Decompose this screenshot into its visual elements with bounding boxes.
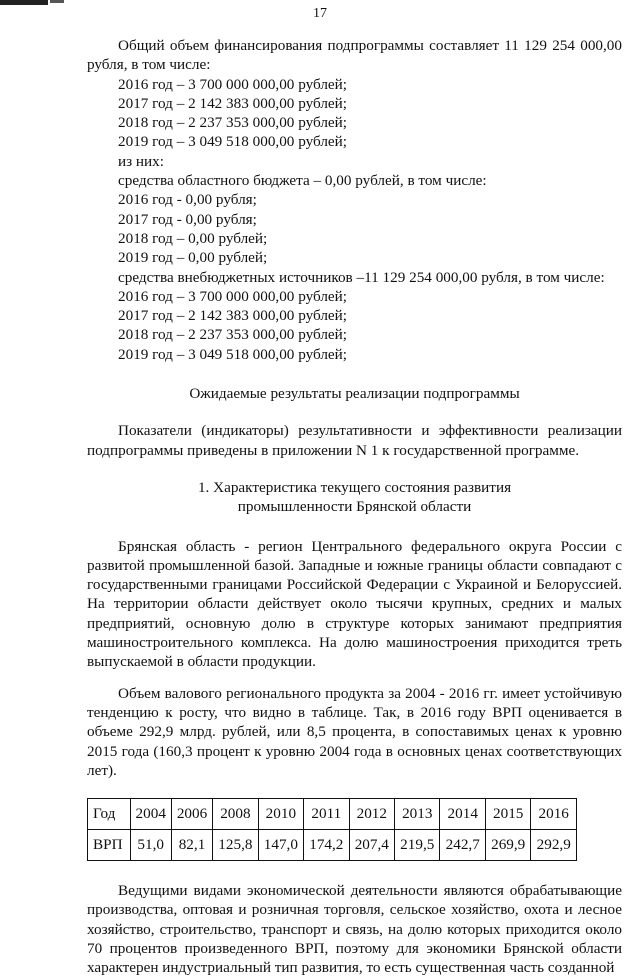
extrabudgetary-line: средства внебюджетных источников –11 129 254 000,00 рубля, в том числе: [118,268,605,286]
financing-years-total [87,75,622,364]
table-value-cell: 269,9 [485,830,530,861]
expected-results-heading: Ожидаемые результаты реализации подпрограммы [189,385,520,403]
table-row-label: ВРП [88,830,131,861]
year-line: 2016 год - 0,00 рубля; [118,191,257,209]
table-year-cell: 2006 [171,799,212,830]
table-year-cell: 2011 [304,799,349,830]
table-year-cell: 2004 [130,799,171,830]
of-them-label: из них: [118,152,164,170]
year-line: 2018 год – 2 237 353 000,00 рублей; [118,326,348,344]
grp-table [87,798,577,861]
section-paragraph-2: Объем валового регионального продукта за 2004 - 2016 гг. имеет устойчивую тенденцию к росту, что видно в таблице. Так, в 2016 году ВРП оценивается в объеме 292,9 млрд. рублей, или 8,5 процента, в сопоставимых ценах к уровню 2015 года (160,3 процент к уровню 2004 года в основных ценах соответствующих лет). [87,684,622,779]
table-value-cell: 125,8 [213,830,258,861]
table-year-cell: 2010 [258,799,303,830]
table-value-cell: 219,5 [395,830,440,861]
financing-total-line1: Общий объем финансирования подпрограммы составляет 11 129 254 000,00 [118,37,622,54]
financing-total-line2: рубля, в том числе: [87,56,211,74]
table-value-cell: 82,1 [171,830,212,861]
table-year-cell: 2013 [395,799,440,830]
year-line: 2016 год – 3 700 000 000,00 рублей; [118,75,348,93]
section-heading-line1: 1. Характеристика текущего состояния развития [197,478,512,496]
expected-results-text: Показатели (индикаторы) результативности и эффективности реализации подпрограммы приведены в приложении N 1 к государственной программе. [87,422,622,459]
regional-budget-line: средства областного бюджета – 0,00 рублей, в том числе: [118,172,487,190]
table-value-cell: 147,0 [258,830,303,861]
table-value-cell: 207,4 [349,830,394,861]
table-value-cell: 51,0 [130,830,171,861]
scan-artifact-small [50,0,64,3]
year-line: 2019 год – 3 049 518 000,00 рублей; [118,345,348,363]
table-row [88,830,577,861]
year-line: 2017 год – 2 142 383 000,00 рублей; [118,307,348,325]
page-number: 17 [313,6,327,21]
year-line: 2019 год – 3 049 518 000,00 рублей; [118,133,348,151]
section-paragraph-3: Ведущими видами экономической деятельности являются обрабатывающие производства, оптовая и розничная торговля, сельское хозяйство, охота и лесное хозяйство, строительство, транспорт и связь, на долю которых приходится около 70 процентов произведенного ВРП, поэтому для экономики Брянской области характерен индустриальный тип развития, то есть существенная часть созданной [87,882,622,977]
scan-artifact [0,0,48,5]
year-line: 2017 год – 2 142 383 000,00 рублей; [118,94,348,112]
section-paragraph-1: Брянская область - регион Центрального федерального округа России с развитой промышленной базой. Западные и южные границы области совпадают с государственными границами Российской Федерации с Украиной и Белоруссией. На территории области действует около тысячи крупных, средних и малых предприятий, основную долю в структуре которых занимают предприятия машиностроительного комплекса. На долю машиностроения приходится треть выпускаемой в области продукции. [87,537,622,671]
document-body [87,36,622,978]
table-value-cell: 242,7 [440,830,485,861]
table-value-cell: 292,9 [531,830,577,861]
year-line: 2016 год – 3 700 000 000,00 рублей; [118,287,348,305]
table-year-cell: 2015 [485,799,530,830]
table-header-row [88,799,577,830]
year-line: 2017 год - 0,00 рубля; [118,210,257,228]
table-value-cell: 174,2 [304,830,349,861]
table-year-cell: 2014 [440,799,485,830]
table-header-label: Год [88,799,131,830]
table-year-cell: 2016 [531,799,577,830]
year-line: 2018 год – 2 237 353 000,00 рублей; [118,114,348,132]
table-year-cell: 2012 [349,799,394,830]
table-year-cell: 2008 [213,799,258,830]
year-line: 2018 год – 0,00 рублей; [118,229,268,247]
year-line: 2019 год – 0,00 рублей; [118,249,268,267]
section-heading-line2: промышленности Брянской области [237,498,472,516]
